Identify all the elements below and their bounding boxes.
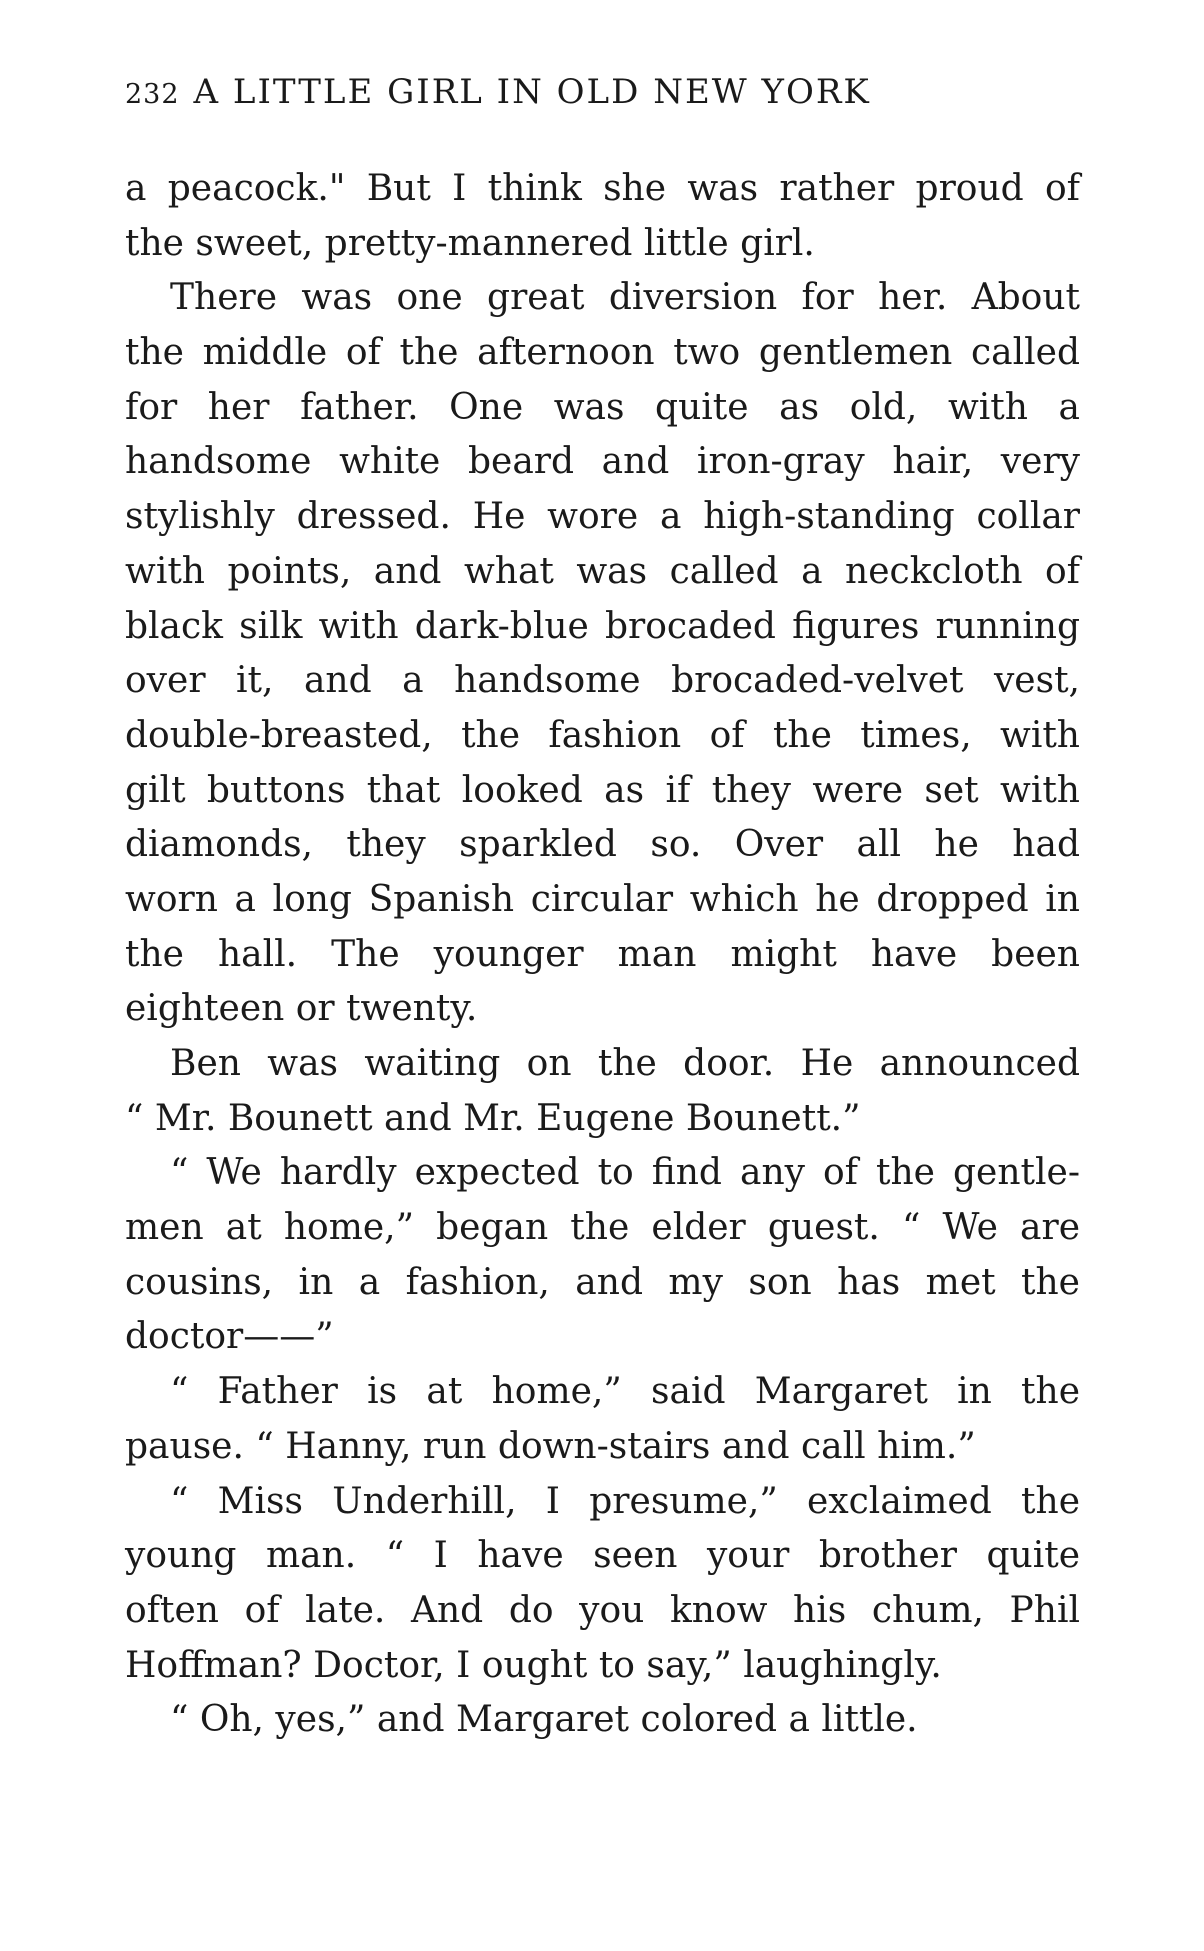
text-line: “ Mr. Bounett and Mr. Eugene Bounett.” [125,1097,861,1139]
text-line: Hoffman? Doctor, I ought to say,” laughingly. [125,1644,942,1686]
text-line: gilt buttons that looked as if they were set with [125,769,1080,811]
text-line: pause. “ Hanny, run down-stairs and call him.” [125,1425,976,1467]
text-line: eighteen or twenty. [125,988,478,1030]
text-line: with points, and what was called a neckcloth of [125,550,1080,592]
text-line: a peacock." But I think she was rather proud of [125,168,1080,209]
text-line: men at home,” began the elder guest. “ We are [125,1207,1080,1249]
text-line: often of late. And do you know his chum, Phil [125,1589,1080,1631]
text-line: over it, and a handsome brocaded-velvet vest, [125,660,1080,702]
text-line: “ Oh, yes,” and Margaret colored a little. [170,1699,918,1741]
text-line: diamonds, they sparkled so. Over all he had [125,824,1080,866]
text-line: double-breasted, the fashion of the times, with [125,714,1080,756]
text-line: Ben was waiting on the door. He announced [170,1043,1080,1084]
book-title: A LITTLE GIRL IN OLD NEW YORK [193,72,871,112]
body-text [125,162,1080,1748]
text-line: the middle of the afternoon two gentlemen called [125,332,1080,374]
text-line: “ Miss Underhill, I presume,” exclaimed the [170,1480,1080,1522]
text-line: stylishly dressed. He wore a high-standing collar [125,496,1080,538]
text-line: “ Father is at home,” said Margaret in the [170,1371,1080,1413]
running-head [125,72,1085,112]
page-number: 232 [125,79,180,110]
text-line: the sweet, pretty-mannered little girl. [125,222,815,264]
text-line: handsome white beard and iron-gray hair, very [125,441,1080,483]
text-line: “ We hardly expected to find any of the gentle- [170,1152,1080,1194]
text-line: doctor——” [125,1316,334,1358]
text-line: There was one great diversion for her. About [170,277,1080,319]
text-line: the hall. The younger man might have been [125,933,1080,975]
text-line: young man. “ I have seen your brother quite [125,1535,1080,1577]
text-line: cousins, in a fashion, and my son has met the [125,1261,1080,1303]
text-line: black silk with dark-blue brocaded figures running [125,605,1080,647]
text-line: for her father. One was quite as old, with a [125,386,1080,428]
text-line: worn a long Spanish circular which he dropped in [125,878,1080,920]
